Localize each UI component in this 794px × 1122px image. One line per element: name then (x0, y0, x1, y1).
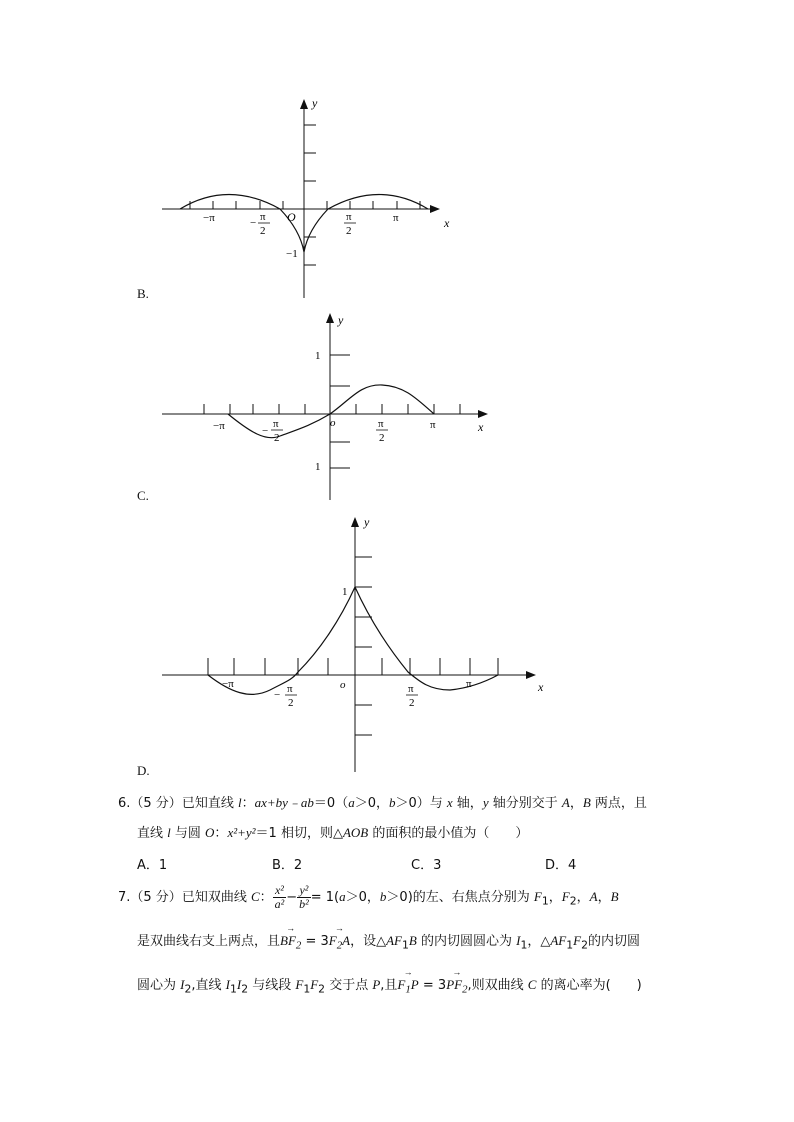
graph-b-x-ticks (190, 201, 420, 209)
graph-d (150, 510, 570, 775)
q6-line-1: 6.（5 分）已知直线 l：ax+by﹣ab＝0（a＞0，b＞0）与 x 轴，y 轴分别交于 A，B 两点，且 (118, 795, 647, 811)
graph-b-svg (150, 95, 470, 300)
graph-c (150, 308, 500, 503)
q7-number: 7. (118, 890, 131, 905)
graph-d-tick-neg-half-pi-den: 2 (288, 697, 294, 709)
graph-b-origin-label: O (287, 210, 296, 224)
graph-b-tick-neg-half-pi-num: π (260, 211, 266, 223)
graph-d-x-ticks (208, 658, 498, 675)
graph-c-tick-neg-half-pi-sign: − (262, 425, 269, 437)
graph-c-tick-half-pi-num: π (378, 418, 384, 430)
graph-c-svg (150, 308, 500, 503)
graph-d-tick-neg-half-pi-sign: − (274, 689, 281, 701)
graph-c-tick-neg-half-pi-den: 2 (274, 432, 280, 444)
q7-score: （5 分） (130, 890, 182, 905)
graph-c-x-label: x (478, 420, 484, 434)
q6-choice-a[interactable]: A．1 (137, 858, 168, 873)
graph-c-origin-label: o (330, 417, 336, 429)
graph-c-tick-one-top: 1 (315, 350, 321, 362)
q6-number: 6. (118, 796, 131, 811)
graph-c-y-label: y (338, 313, 344, 327)
graph-d-x-label: x (538, 680, 544, 694)
graph-d-y-arrow (351, 517, 359, 527)
graph-c-option-label: C. (137, 488, 149, 503)
graph-d-option-label: D. (137, 763, 150, 778)
graph-b-x-label: x (444, 216, 450, 230)
graph-c-y-arrow (326, 313, 334, 323)
graph-c-tick-neg-pi: −π (213, 420, 225, 432)
graph-b-tick-half-pi-num: π (346, 211, 352, 223)
graph-d-tick-pi: π (466, 678, 472, 690)
graph-d-y-label: y (364, 515, 370, 529)
q7-vector-f1p: → $F_1P$ (397, 977, 418, 996)
graph-b-option-label: B. (137, 286, 149, 301)
q7-vector-pf2: → $PF_2$ (446, 977, 467, 996)
graph-c-x-arrow (478, 410, 488, 418)
graph-d-tick-half-pi-den: 2 (409, 697, 415, 709)
graph-b-x-arrow (430, 205, 440, 213)
graph-c-tick-neg-half-pi-num: π (273, 418, 279, 430)
graph-c-curve (228, 385, 434, 438)
q6-choice-c[interactable]: C．3 (411, 858, 442, 873)
graph-d-tick-one: 1 (342, 586, 348, 598)
graph-d-tick-half-pi-num: π (408, 683, 414, 695)
graph-d-svg (150, 510, 570, 775)
graph-c-tick-pi: π (430, 419, 436, 431)
graph-c-tick-half-pi-den: 2 (379, 432, 385, 444)
graph-d-tick-neg-pi: −π (222, 678, 234, 690)
graph-d-tick-neg-half-pi-num: π (287, 683, 293, 695)
graph-b-tick-half-pi-den: 2 (346, 225, 352, 237)
q7-frac-x: $\frac{\text{x²}}{\text{a²}}$ (274, 883, 285, 911)
q6-choice-b[interactable]: B．2 (272, 858, 303, 873)
graph-b-tick-neg-pi: −π (203, 212, 215, 224)
q7-vector-f2a: → $F_2A$ (329, 933, 350, 952)
graph-b-tick-neg-half-pi-sign: − (250, 217, 257, 229)
graph-c-tick-one-bottom: 1 (315, 461, 321, 473)
q6-score: （5 分） (130, 796, 182, 811)
q7-line-3: 圆心为 $I_2$,直线 $I_1I_2$ 与线段 $F_1F_2$ 交于点 P,且→ $F_1P = 3\to PF_2$,则双曲线 C 的离心率为( ) (137, 974, 642, 996)
q6-choice-d[interactable]: D．4 (545, 858, 577, 873)
graph-d-curve (208, 587, 498, 694)
q7-frac-y: $\frac{\text{y²}}{\text{b²}}$ (299, 883, 309, 911)
graph-d-y-ticks (355, 557, 372, 735)
graph-d-x-arrow (526, 671, 536, 679)
graph-d-origin-label: o (340, 679, 346, 691)
graph-b-y-arrow (300, 99, 308, 109)
graph-b-tick-neg-half-pi-den: 2 (260, 225, 266, 237)
graph-b-y-label: y (312, 96, 318, 110)
q7-line-2: 是双曲线右支上两点，且→ $BF_2 = 3\to F_2A$，设$\triangle AF_1B$ 的内切圆圆心为 $I_1$，$\triangle AF_1F_2$的内切圆 (137, 930, 640, 952)
q7-vector-bf2: → $BF_2$ (280, 933, 301, 952)
graph-b-tick-neg-one: −1 (286, 248, 298, 260)
q7-line-1: 7.（5 分）已知双曲线 C： $\frac{\text{x²}}{\text{a²}}$ − $\frac{\text{y²}}{\text{b²}}$ = 1(a＞0，b＞0)的左、右焦点分别为 $F_1$，$F_2$，A，B (118, 883, 619, 911)
graph-b-tick-pi: π (393, 212, 399, 224)
q6-line-2: 直线 l 与圆 O：x²+y²＝1 相切，则△AOB 的面积的最小值为（ ） (137, 825, 529, 841)
graph-b (150, 95, 470, 300)
